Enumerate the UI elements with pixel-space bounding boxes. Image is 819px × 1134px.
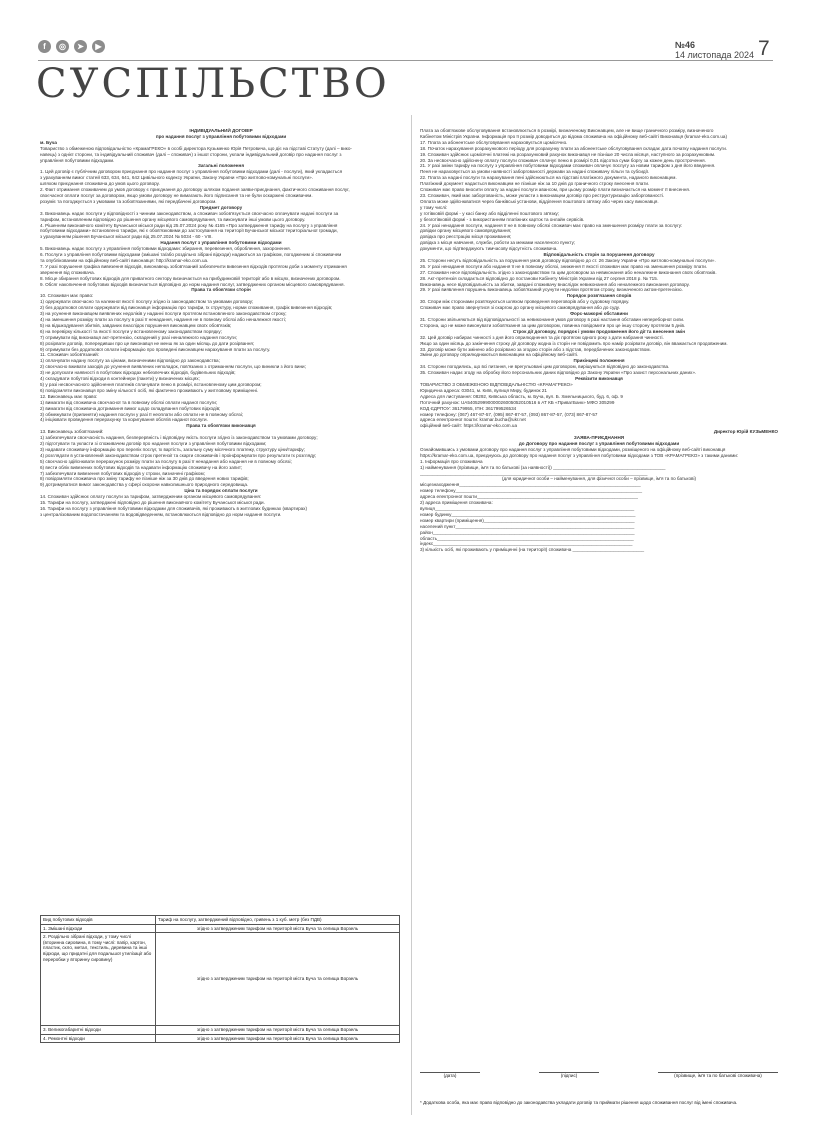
text-line: 15. Тарифи на послугу, затверджені відповідно до рішення виконавчого комітету Бучанської міської ради. — [40, 500, 265, 506]
text-line: 9) отримувати без додаткової оплати інформацію про проведені виконавцем нарахування плати за послугу. — [40, 346, 271, 352]
table-row — [41, 1034, 400, 1043]
text-line: 12. Виконавець має право: — [40, 393, 98, 399]
text-line: населений пункт______________________________________________________________________ — [420, 523, 635, 529]
tariff-row-name: 3. Великогабаритні відходи — [41, 1026, 156, 1035]
tariff-row-value: згідно з затвердженим тарифом на території міста Буча та селища Ворзель — [156, 924, 400, 933]
text-line: номер квартири (приміщення)___________________________________________________________ — [420, 517, 635, 523]
text-line: з централізованим водопостачанням та водовідведенням, встановлюються відповідно до норм надання послуги. — [40, 511, 282, 517]
text-line: 1) одержувати своєчасно та належної якості послугу згідно із законодавством та умовами договору; — [40, 299, 254, 305]
text-line: номер будинку________________________________________________________________________ — [420, 511, 636, 517]
left-column — [40, 128, 402, 912]
section-heading: Відповідальність сторін за порушення договору — [543, 252, 655, 258]
text-line: вулиця______________________________________________________________________________ — [420, 506, 635, 511]
text-line: 22. Плата за надані послуги та нарахування пені здійснюються на підставі платіжного документа, наданого виконавцем. — [420, 175, 677, 181]
text-line: 3) кількість осіб, які проживають у приміщенні (на території) споживача ____________________________ — [420, 547, 645, 553]
text-line: довідки органу місцевого самоврядування; — [420, 228, 512, 234]
issue-number: №46 — [675, 40, 696, 50]
text-line: 5. Виконавець надає послугу з управління побутовими відходами: збирання, перевезення, оброблення, захоронення. — [40, 246, 291, 252]
text-line: 34. Сторони погодились, що всі питання, не врегульовані цим договором, вирішуються відповідно до законодавства. — [420, 364, 670, 370]
table-row — [41, 1026, 400, 1035]
section-heading: Прикінцеві положення — [573, 358, 625, 364]
text-line: 1) забезпечувати своєчасність надання, безперервність і відповідну якість послуги згідно із законодавством та умовами договору; — [40, 435, 318, 441]
text-line: 4) розглядати в установлений законодавством строк претензії та скарги споживачів і проінформувати про результати їх розгляду; — [40, 452, 317, 458]
text-line: індекс______________________________________________________________________________ — [420, 541, 633, 547]
text-line: 4) ініціювати проведення перерахунку та коригування обсягів наданої послуги. — [40, 417, 208, 423]
text-line: Пеня не нараховується за умови наявності заборгованості держави за надані споживачу пільги та субсидії. — [420, 169, 650, 175]
text-line: 8) повідомляти споживача про зміну тарифу не пізніше ніж за 30 днів до введення нових тарифів; — [40, 476, 249, 482]
text-line: Товариство з обмеженою відповідальністю «КрамаГРЕКО» в особі директора Кузьменко Юрія Петровича, що діє на підставі Статуту (далі – вико- — [40, 145, 352, 151]
page-header — [0, 0, 819, 110]
text-line: 2) підготувати та укласти зі споживачем договір про надання послуги з управління побутовими відходами; — [40, 441, 267, 447]
right-column — [420, 128, 778, 1068]
text-line: 35. Споживач надає згоду на обробку його персональних даних відповідно до Закону України «Про захист персональних даних». — [420, 370, 697, 376]
section-heading: Ціна та порядок оплати послуги — [184, 488, 258, 494]
text-line: 11. Споживач зобов'язаний: — [40, 352, 99, 358]
text-line: адреса електронної пошти_______________________________________________________________ — [420, 494, 638, 500]
text-line: довідка з місця навчання, служби, роботи за межами населеного пункту; — [420, 240, 576, 246]
page-number: 7 — [758, 37, 770, 60]
section-heading: Строк дії договору, порядок і умови продовження його дії та внесення змін — [512, 328, 686, 334]
text-line: 26. У разі ненадання послуги або надання її не в повному обсязі, зниження її якості споживач має право на зменшення розміру плати. — [420, 263, 708, 269]
section-heading: ЗАЯВА-ПРИЄДНАННЯ — [573, 435, 625, 441]
instagram-icon[interactable]: ◎ — [56, 40, 69, 53]
text-line: номер телефону_________________________________________________________________________ — [420, 488, 642, 494]
text-line: 9) дотримуватися вимог законодавства у сфері охорони навколишнього природного середовища. — [40, 482, 249, 488]
text-line: ТОВАРИСТВО З ОБМЕЖЕНОЮ ВІДПОВІДАЛЬНІСТЮ «КРАМАГРЕКО» — [420, 381, 573, 387]
section-heading: ІНДИВІДУАЛЬНИЙ ДОГОВІР — [189, 128, 253, 133]
text-line: 3) надавати споживачу інформацію про перелік послуг, їх вартість, загальну суму місячного платежу, структуру ціни/тарифу; — [40, 446, 305, 452]
text-line: 2) без додаткової оплати одержувати від виконавця інформацію про тарифи, їх структуру, норми споживання, графік вивезення відходів; — [40, 305, 333, 311]
text-line: 2. Факт отримання споживачем до умов договору є приєднання до договору шляхом подання заяви-приєднання, фактичного споживання послуг, — [40, 187, 350, 193]
tariff-row-name: 1. Змішані відходи — [41, 924, 156, 933]
text-line: Виконавець несе відповідальність за збитки, завдані споживачу внаслідок невиконання або неналежного виконання договору. — [420, 281, 690, 287]
text-line: Платіжний документ надається виконавцем не пізніше ніж за 10 днів до граничного строку внесення плати. — [420, 181, 650, 187]
section-heading: Форс-мажорні обставини — [570, 311, 628, 317]
text-line: Споживач має право вносити оплату за надані послуги авансом, при цьому розмір плати визначається на момент її внесення. — [420, 187, 691, 193]
text-line: 2) адреса приміщення споживача: — [420, 500, 493, 506]
signature-row — [420, 1072, 778, 1079]
text-line: (для юридичної особи – найменування, для фізичної особи – прізвище, ім'я та по батькові) — [501, 476, 697, 482]
text-line: 1) найменування (прізвище, ім'я та по батькові (за наявності)) ____________________________________________ — [420, 464, 666, 470]
section-heading: Порядок розв'язання спорів — [566, 293, 632, 299]
text-line: 6) вести облік вивезених побутових відходів та надавати інформацію споживачу на його запит; — [40, 464, 243, 470]
section-title: СУСПІЛЬСТВО — [36, 61, 390, 107]
text-line: Ознайомившись з умовами договору про надання послуг з управління побутовими відходами, розміщеного на офіційному веб-сайті виконавця — [420, 446, 726, 452]
column-divider — [411, 115, 412, 1115]
section-heading: Права та обов'язки виконавця — [186, 423, 256, 429]
text-line: 3) не допускати наявності в побутових відходах небезпечних відходів, будівельних відходів; — [40, 370, 236, 376]
tariff-table-header — [41, 916, 400, 925]
tariff-header-type: Вид побутових відходів — [41, 916, 156, 925]
text-line: у готівковій формі - у касі банку або відділенні поштового зв'язку; — [420, 210, 560, 216]
text-line: місцезнаходження_______________________________________________________________________ — [420, 482, 641, 488]
text-line: шляхом приєднання споживача до умов цього договору. — [40, 181, 160, 187]
section-heading: про надання послуг з управління побутовими відходами — [155, 133, 287, 139]
text-line: 7) забезпечувати вивезення побутових відходів у строки, визначені графіком; — [40, 470, 205, 476]
text-line: 20. За несвоєчасно здійснену оплату послуги споживач сплачує пеню в розмірі 0,01 відсотка суми боргу за кожен день прострочення. — [420, 157, 706, 163]
text-line: 7) отримувати від виконавця акт-претензію, складений у разі неналежного надання послуги; — [40, 334, 238, 340]
text-line: Адреса для листування: 08292, Київська область, м. Буча, вул. Б. Хмельницького, буд. 6, оф. 9 — [420, 393, 623, 399]
name-label: (прізвище, ім'я та по батькові споживача) — [674, 1073, 762, 1078]
tariff-row-value: згідно з затвердженим тарифом на території міста Буча та селища Ворзель — [156, 933, 400, 1026]
text-line: 31. Сторони звільняються від відповідальності за невиконання умов договору в разі настання обставин непереборної сили. — [420, 317, 685, 322]
text-line: у тому числі: — [420, 204, 448, 210]
text-line: 33. Договір може бути змінено або розірвано за згодою сторін або з підстав, передбачених законодавством. — [420, 346, 651, 352]
text-line: https://kramar-eko.com.ua, приєднуюсь до договору про надання послуг з управління побутовими відходами з ТОВ «КРАМАГРЕКО» з такими даними: — [420, 452, 739, 458]
text-line: 5) у разі несвоєчасного здійснення платежів сплачувати пеню в розмірі, встановленому цим договором; — [40, 381, 262, 387]
table-row — [41, 924, 400, 933]
text-line: 1) вимагати від споживача своєчасної та в повному обсязі оплати наданої послуги; — [40, 399, 218, 405]
text-line: 10. Споживач має право: — [40, 293, 94, 299]
tariff-table — [40, 915, 400, 1043]
text-line: 6) повідомляти виконавця про зміну кількості осіб, які фактично проживають у житловому приміщенні. — [40, 387, 259, 393]
text-line: Директор Юрій КУЗЬМЕНКО — [713, 429, 778, 435]
section-heading: Реквізити виконавця — [575, 376, 623, 382]
text-line: 19. Споживач здійснює щомісячні платежі на розрахунковий рахунок виконавця не пізніше 20 числа місяця, наступного за розрахунковим. — [420, 151, 716, 157]
text-line: 32. Цей договір набирає чинності з дня його оприлюднення та діє протягом одного року з дати набрання чинності. — [420, 334, 664, 340]
tariff-header-price: Тариф на послугу, затверджений відповідно, гривень з 1 куб. метр (без ПДВ) — [156, 916, 400, 925]
text-line: 30. Спори між сторонами розв'язуються шляхом проведення переговорів або у судовому порядку. — [420, 299, 630, 305]
text-line: побутовими відходами» встановлено тарифи, які є обов'язковими до застосування на території Бучанської міської територіальної громади, — [40, 228, 338, 234]
text-line: Поточний рахунок: UA540529990000026005052010516 в АТ КБ «ПриватБанк» МФО 305299 — [420, 399, 615, 405]
text-line: Юридична адреса: 03041, м. Київ, вулиця Миру, будинок 21 — [420, 387, 547, 393]
text-line: Оплата може здійснюватися через банківські установи, відділення поштового зв'язку або через касу виконавця. — [420, 198, 659, 204]
tariff-row-value: згідно з затвердженим тарифом на території міста Буча та селища Ворзель — [156, 1026, 400, 1035]
text-line: 3) обмежувати (припиняти) надання послуги у разі її неоплати або оплати не в повному обсязі; — [40, 411, 243, 417]
text-line: 9. Обсяг накопичення побутових відходів визначається відповідно до норм надання послуг, затверджених органом місцевого самоврядування. — [40, 281, 345, 287]
section-heading: Предмет договору — [199, 204, 243, 210]
text-line: адреса електронної пошти: kramar.bucha@ukr.net — [420, 417, 526, 423]
text-line: 8) розірвати договір, попередивши про це виконавця не менш як за один місяць до дати розірвання; — [40, 340, 255, 346]
issue-date: 14 листопада 2024 — [675, 50, 754, 60]
text-line: звернення від споживача. — [40, 269, 95, 275]
text-line: Сторона, що не може виконувати зобов'язання за цим договором, повинна повідомити про це іншу сторону протягом 5 днів. — [420, 322, 686, 328]
facebook-icon[interactable]: f — [38, 40, 51, 53]
text-line: 14. Споживач здійснює оплату послуги за тарифом, затвердженим органом місцевого самоврядування: — [40, 494, 262, 500]
social-icons — [38, 40, 105, 53]
text-line: 18. Початок нарахування розрахункового періоду для розрахунку плати за абонентське обслуговування складає дата початку надання послуги. — [420, 145, 728, 151]
text-line: 16. Тарифи на послугу з управління побутовими відходами для споживачів, які проживають в житлових будинках (квартирах) — [40, 506, 308, 511]
text-line: _________________________________________________________________________________________ — [420, 470, 648, 476]
section-heading: Права та обов'язки сторін — [191, 287, 251, 293]
text-line: 7. У разі порушення графіка вивезення відходів, виконавець зобов'язаний забезпечити вивезення відходів протягом доби з моменту отримання — [40, 263, 347, 269]
text-line: 3. Виконавець надає послуги у відповідності з чинним законодавством, а споживач зобов'язується своєчасно оплачувати надані послуги за — [40, 210, 339, 216]
text-line: документи, що підтверджують тимчасову відсутність споживача. — [420, 246, 558, 252]
text-line: 21. У разі зміни тарифу на послугу з управління побутовими відходами споживач оплачує послугу за новим тарифом з дня його введення. — [420, 163, 716, 169]
section-heading: Загальні положення — [197, 163, 245, 169]
text-line: 27. Споживач несе відповідальність згідно з законодавством та цим договором за невиконання або неналежне виконання своїх обов'язків. — [420, 269, 717, 275]
text-line: Якщо за один місяць до закінчення строку дії договору жодна із сторін не повідомить про намір розірвати договір, він вважається продовженим. — [420, 340, 728, 346]
text-line: довідка про реєстрацію місця проживання; — [420, 234, 512, 240]
text-line: 13. Виконавець зобов'язаний: — [40, 429, 104, 435]
text-line: управління побутовими відходами. — [40, 157, 115, 163]
section-heading: до Договору про надання послуг з управління побутовими відходами — [518, 441, 680, 447]
text-line: номер телефону: (067) 467-87-57, (095) 867-87-57, (093) 867-87-57, (073) 867-87-57 — [420, 411, 598, 417]
youtube-icon[interactable]: ▶ — [92, 40, 105, 53]
text-line: 23. Споживач, який має заборгованість, може укласти з виконавцем договір про реструктуризацію заборгованості. — [420, 192, 665, 198]
sign-label: (підпис) — [560, 1073, 578, 1078]
text-line: навець) з однієї сторони, та індивідуальний споживач (далі – споживач) з іншої сторони, уклали індивідуальний договір про надання послуг з — [40, 151, 342, 157]
text-line: КОД ЄДРПОУ: 36179955, ІПН: 361799526534 — [420, 405, 517, 411]
text-line: Кабінетом Міністрів України. Інформація про її розмір доводиться до відома споживача на офіційному веб-сайті Виконавця (kramar-eko.com.ua) — [420, 133, 727, 139]
text-line: своєчасної оплати послуг за договором, якщо умови договору не вимагають його підписання та не були оскаржені споживачем. — [40, 192, 313, 198]
text-line: Плата за обов'язкове обслуговування встановлюється в розмірі, визначеному Виконавцем, але не вище граничного розміру, визначеного — [420, 128, 714, 133]
text-line: 8. Місце збирання побутових відходів для приватного сектору визначається на прибудинковій території або в місцях, визначених договором. — [40, 275, 341, 281]
date-label: (дата) — [443, 1073, 457, 1078]
text-line: 17. Плата за абонентське обслуговування нараховується щомісячно. — [420, 139, 568, 145]
text-line: область_____________________________________________________________________________ — [420, 535, 634, 541]
telegram-icon[interactable]: ➤ — [74, 40, 87, 53]
text-line: Споживач має право звернутися зі скаргою до органу місцевого самоврядування або до суду. — [420, 305, 620, 311]
text-line: та опублікованим на офіційному веб-сайті виконавця: http://kramar-eko.com.ua. — [40, 257, 209, 263]
text-line: 6) на перевірку кількості та якості послуги у встановленому законодавством порядку; — [40, 328, 222, 334]
text-line: 4) на зменшення розміру плати за послугу в разі її ненадання, надання не в повному обсязі або неналежної якості; — [40, 317, 287, 322]
text-line: 4) складувати побутові відходи в контейнери (пакети) у визначених місцях; — [40, 376, 200, 382]
text-line: 28. Акт-претензія складається відповідно до постанови Кабінету Міністрів України від 27 серпня 2018 р. № 715. — [420, 275, 659, 281]
table-row — [41, 933, 400, 1026]
issue-info — [675, 40, 754, 60]
text-line: 1. Інформація про споживача — [420, 458, 483, 464]
text-line: 2) своєчасно вживати заходів до усунення виявлених неполадок, пов'язаних з отриманням послуги, що виникли з його вини; — [40, 364, 306, 370]
text-line: 3) на усунення виконавцем виявлених недоліків у наданні послуги протягом встановленого законодавством строку; — [40, 311, 287, 317]
tariff-row-name: 2. Роздільно зібрані відходи, у тому числі (вторинна сировина, в тому числі: папір, картон, пластик, скло, метал, текстиль, деревина та інші відходи, що придатні для подальшої утилізації або переробки у вторинну сировину) — [41, 933, 156, 1026]
text-line: 5) своєчасно здійснювати перерахунок розміру плати за послугу в разі її ненадання або надання не в повному обсязі; — [40, 458, 292, 464]
text-line: 24. У разі ненадання послуги, надання її не в повному обсязі споживач має право на зменшення розміру плати за послугу: — [420, 222, 683, 228]
text-line: м. Буча — [40, 139, 57, 145]
text-line: Зміни до договору оприлюднюються виконавцем на офіційному веб-сайті. — [420, 352, 579, 358]
text-line: у безготівковій формі - з використанням платіжних карток та онлайн сервісів. — [420, 216, 585, 222]
text-line: з урахуванням рішення Бучанської міської ради від 25.07.2024 № 5034 - 60 - VIII. — [40, 234, 213, 240]
tariff-row-value: згідно з затвердженим тарифом на території міста Буча та селища Ворзель — [156, 1034, 400, 1043]
text-line: 29. У разі виявлення порушень виконавець зобов'язаний усунути недоліки протягом строку, визначеного актом-претензією. — [420, 287, 683, 293]
text-line: 4. Рішенням виконавчого комітету Бучанської міської ради від 25.07.2024 року № 4165 «Про затвердження тарифу на послугу з управління — [40, 222, 338, 228]
text-line: офіційний веб-сайт: https://kramar-eko.com.ua — [420, 423, 518, 429]
text-line: 5) на відшкодування збитків, завданих внаслідок порушення виконавцем своїх обов'язків; — [40, 322, 232, 328]
footnote: * Додаткова особа, яка має право відповідно до законодавства укладати договір та приймати рішення щодо споживання послуг від імені споживача. — [420, 1100, 738, 1105]
text-line: тарифом, встановленим відповідно до рішення органу місцевого самоврядування, та виконувати інші умови цього договору. — [40, 216, 306, 222]
text-line: розуміє та погоджується з умовами та зобов'язаннями, які передбачені договором. — [40, 198, 217, 204]
text-line: 1. Цей договір є публічним договором приєднання про надання послуг з управління побутовими відходами (далі - послуги), який укладається — [40, 169, 343, 175]
text-line: з урахуванням вимог статей 633, 634, 641, 642 Цивільного кодексу України, Закону України «Про житлово-комунальні послуги». — [40, 175, 313, 181]
text-line: 2) вимагати від споживача дотримання вимог щодо складування побутових відходів; — [40, 405, 221, 411]
tariff-row-name: 4. Ремонтні відходи — [41, 1034, 156, 1043]
text-line: 1) оплачувати надану послугу за цінами, визначеними відповідно до законодавства; — [40, 358, 220, 364]
text-line: район_______________________________________________________________________________ — [420, 529, 635, 535]
text-line: 6. Послуги з управління побутовими відходами (змішані та/або роздільно зібрані відходи) надаються за графіком, погодженим зі споживачем — [40, 252, 342, 258]
section-heading: Надання послуг з управління побутовими відходами — [160, 240, 282, 246]
text-line: 25. Сторони несуть відповідальність за порушення умов договору відповідно до ст. 26 Закону України «Про житлово-комунальні послуги». — [420, 257, 716, 263]
